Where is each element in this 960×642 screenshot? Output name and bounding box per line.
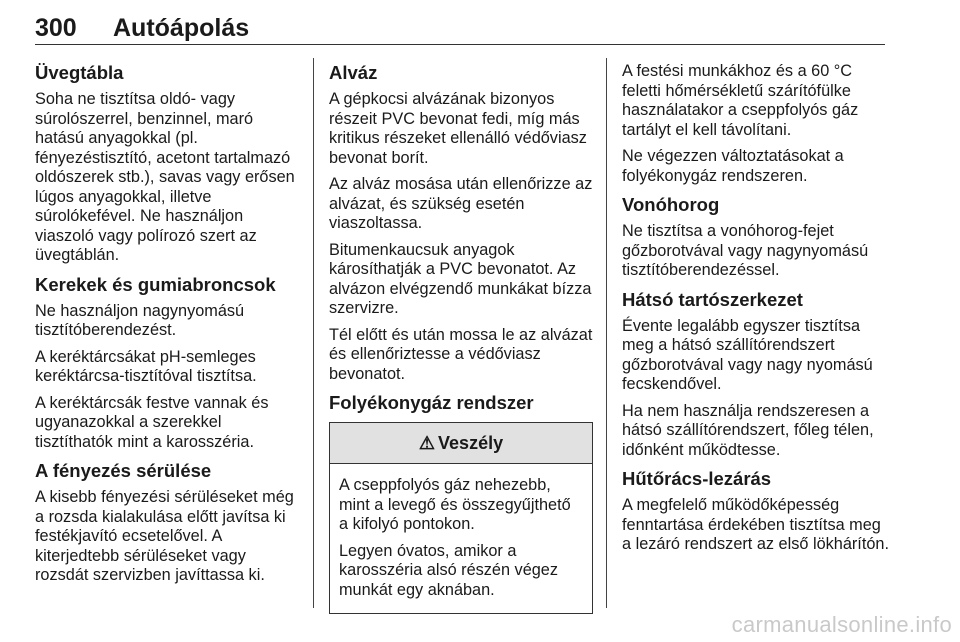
paragraph: A keréktárcsák festve vannak és ugyanazokkal a szerekkel tisztíthatók mint a karosszéria.	[35, 393, 269, 451]
section-heading: A fényezés sérülése	[35, 460, 212, 481]
section-lpg-continued	[622, 62, 892, 186]
page-header	[35, 6, 885, 45]
warning-body	[330, 464, 592, 613]
section-heading: Alváz	[329, 62, 378, 83]
page-number: 300	[35, 14, 77, 42]
section-towbar	[622, 194, 892, 281]
section-wheels	[35, 274, 303, 453]
column-divider	[313, 58, 314, 608]
section-rear-carrier	[622, 289, 892, 461]
paragraph: Bitumenkaucsuk anyagok károsíthatják a PVC bevonatot. Az alvázon elvégzendő munkákat bízza szervizre.	[329, 240, 592, 317]
paragraph: Az alváz mosása után ellenőrizze az alvázat, és szükség esetén viaszoltassa.	[329, 175, 593, 232]
paragraph: Ne végezzen változtatásokat a folyékonygáz rendszeren.	[622, 147, 844, 185]
section-heading: Folyékonygáz rendszer	[329, 392, 534, 413]
warning-triangle-icon: ⚠	[418, 432, 436, 453]
watermark: carmanualsonline.info	[731, 612, 952, 637]
paragraph: A keréktárcsákat pH-semleges keréktárcsa-tisztítóval tisztítsa.	[35, 347, 257, 385]
paragraph: A festési munkákhoz és a 60 °C feletti hőmérsékletű szárítófülke használatakor a cseppfolyós gáz tartályt el kell távolítani.	[622, 62, 859, 139]
column-right	[622, 62, 892, 563]
warning-box	[329, 422, 593, 614]
warning-header	[330, 423, 592, 464]
section-heading: Hűtőrács-lezárás	[622, 468, 772, 489]
paragraph: Tél előtt és után mossa le az alvázat és ellenőriztesse a védőviasz bevonatot.	[329, 325, 593, 383]
page-title: Autóápolás	[113, 14, 250, 42]
paragraph: A megfelelő működőképesség fenntartása érdekében tisztítsa meg a lezáró rendszert az első lökhárítón.	[622, 496, 889, 553]
paragraph: Ha nem használja rendszeresen a hátsó szállítórendszert, főleg télen, időnként működtesse.	[622, 401, 874, 459]
paragraph: Ne tisztítsa a vonóhorog-fejet gőzborotvával vagy nagynyomású tisztítóberendezéssel.	[622, 222, 869, 279]
paragraph: Ne használjon nagynyomású tisztítóberendezést.	[35, 301, 245, 339]
paragraph: Évente legalább egyszer tisztítsa meg a hátsó szállítórendszert gőzborotvával vagy nagy nyomású fecskendővel.	[622, 316, 873, 393]
section-underbody	[329, 62, 593, 384]
paragraph: A kisebb fényezési sérüléseket még a rozsda kialakulása előtt javítsa ki festékjavító ecsetelővel. A kiterjedtebb sérüléseket vagy rozsdát szervizben javíttassa ki.	[35, 488, 294, 584]
column-middle	[329, 62, 593, 614]
paragraph: Legyen óvatos, amikor a karosszéria alsó részén végez munkát egy aknában.	[339, 541, 558, 599]
section-paint-damage	[35, 460, 303, 586]
paragraph: Soha ne tisztítsa oldó- vagy súrolószerrel, benzinnel, maró hatású anyagokkal (pl. fényezéstisztító, acetont tartalmazó oldószerek stb.), savas vagy erősen lúgos anyagokkal, illetve súrolókefével. Ne használjon viaszoló vagy polírozó szert az üvegtáblán.	[35, 90, 295, 264]
column-divider	[606, 58, 607, 608]
section-heading: Vonóhorog	[622, 194, 720, 215]
paragraph: A gépkocsi alvázának bizonyos részeit PVC bevonat fedi, míg más kritikus részeket ellenálló védőviasz bevonat borít.	[329, 90, 587, 167]
section-heading: Üvegtábla	[35, 62, 124, 83]
section-lpg-system	[329, 392, 593, 414]
section-heading: Hátsó tartószerkezet	[622, 288, 803, 310]
section-heading: Kerekek és gumiabroncsok	[35, 273, 276, 295]
section-windows	[35, 62, 303, 266]
paragraph: A cseppfolyós gáz nehezebb, mint a levegő és összegyűjthető a kifolyó pontokon.	[339, 476, 571, 533]
column-left	[35, 62, 303, 594]
section-radiator-shutter	[622, 468, 892, 555]
warning-title: Veszély	[438, 432, 504, 453]
